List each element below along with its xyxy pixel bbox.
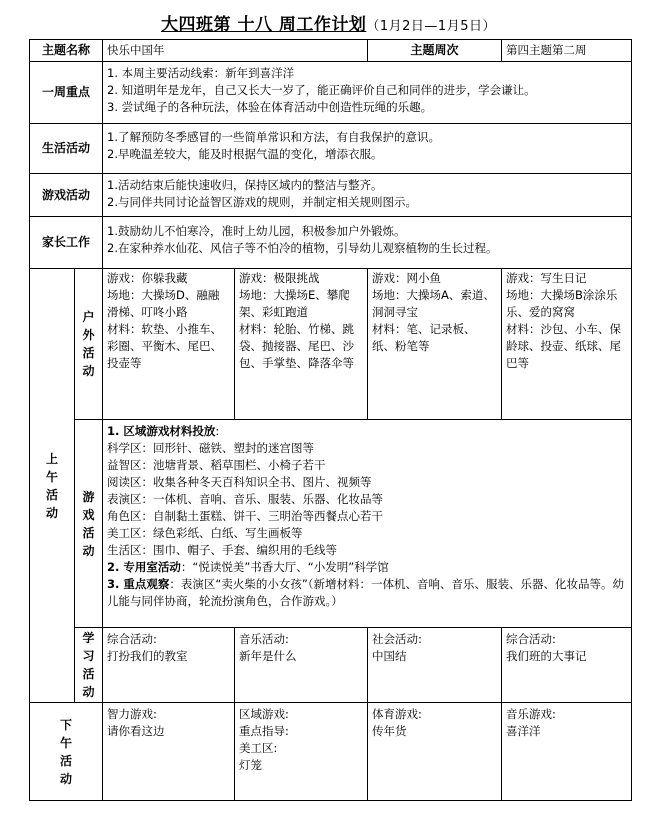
study-label: 学 习 活 动	[75, 628, 103, 703]
study-line: 中国结	[372, 649, 407, 663]
parent-line: 1.鼓励幼儿不怕寒冷，准时上幼儿园，积极参加户外锻炼。	[107, 224, 406, 238]
title-main: 大四班第 十八 周工作计划	[161, 15, 367, 35]
afternoon-col	[502, 703, 632, 801]
outdoor-line: 材料：轮胎、竹梯、跳袋、抛接器、尾巴、沙包、手掌垫、降落伞等	[239, 322, 355, 370]
game-label: 游戏活动	[30, 174, 103, 217]
focus-content	[103, 62, 632, 124]
afternoon-col	[235, 703, 368, 801]
life-content	[103, 124, 632, 174]
outdoor-col	[368, 269, 502, 420]
outdoor-line: 游戏：写生日记	[506, 271, 587, 285]
parent-row	[30, 217, 632, 269]
play-content	[103, 420, 632, 628]
study-col	[103, 628, 235, 703]
afternoon-col	[368, 703, 502, 801]
afternoon-line: 喜洋洋	[506, 724, 541, 738]
study-col	[368, 628, 502, 703]
area-line: 美工区：绿色彩纸、白纸、写生画板等	[107, 526, 303, 540]
focus-line: 2. 知道明年是龙年，自己又长大一岁了，能正确评价自己和同伴的进步，学会谦让。	[107, 83, 536, 97]
life-line: 2.早晚温差较大，能及时根据气温的变化，增添衣服。	[107, 147, 383, 161]
outdoor-line: 场地：大操场A、索道、洞洞寻宝	[372, 288, 495, 319]
parent-line: 2.在家种养水仙花、风信子等不怕冷的植物，引导幼儿观察植物的生长过程。	[107, 241, 498, 255]
outdoor-line: 游戏：你躲我藏	[107, 271, 188, 285]
life-line: 1.了解预防冬季感冒的一些简单常识和方法，有自我保护的意识。	[107, 130, 440, 144]
afternoon-line: 传年货	[372, 724, 407, 738]
outdoor-row	[30, 269, 632, 420]
area-line: 益智区：池塘背景、稻草围栏、小椅子若干	[107, 458, 326, 472]
outdoor-label: 户 外 活 动	[75, 269, 103, 420]
area-line: 科学区：回形针、磁铁、塑封的迷宫图等	[107, 441, 315, 455]
game-line: 1.活动结束后能快速收归，保持区域内的整洁与整齐。	[107, 178, 383, 192]
outdoor-line: 材料：软垫、小推车、彩圈、平衡木、尾巴、投壶等	[107, 322, 223, 370]
focus-line: 3. 尝试绳子的各种玩法，体验在体育活动中创造性玩绳的乐趣。	[107, 100, 433, 114]
afternoon-line: 智力游戏:	[107, 707, 157, 721]
outdoor-line: 材料：沙包、小车、保龄球、投壶、纸球、尾巴等	[506, 322, 622, 370]
parent-content	[103, 217, 632, 269]
theme-value: 快乐中国年	[103, 40, 368, 62]
study-line: 音乐活动:	[239, 632, 289, 646]
afternoon-line: 美工区:	[239, 741, 278, 755]
study-row	[30, 628, 632, 703]
life-label: 生活活动	[30, 124, 103, 174]
study-line: 社会活动:	[372, 632, 422, 646]
life-row	[30, 124, 632, 174]
page-title	[0, 10, 657, 35]
outdoor-line: 场地：大操场D、融融滑梯、叮咚小路	[107, 288, 220, 319]
plan-table	[29, 39, 632, 801]
play-row	[30, 420, 632, 628]
area-line: 生活区：围巾、帽子、手套、编织用的毛线等	[107, 543, 338, 557]
game-line: 2.与同伴共同讨论益智区游戏的规则，并制定相关规则图示。	[107, 195, 417, 209]
week-value: 第四主题第二周	[502, 40, 632, 62]
outdoor-col	[235, 269, 368, 420]
afternoon-line: 灯笼	[239, 758, 263, 772]
outdoor-col	[502, 269, 632, 420]
header-row	[30, 40, 632, 62]
afternoon-line: 体育游戏:	[372, 707, 422, 721]
special-room-line: 2. 专用室活动：“悦读悦美”书香大厅、“小发明”科学馆	[107, 560, 389, 574]
afternoon-line: 音乐游戏:	[506, 707, 556, 721]
afternoon-row	[30, 703, 632, 801]
focus-line: 1. 本周主要活动线索：新年到喜洋洋	[107, 66, 295, 80]
afternoon-line: 请你看这边	[107, 724, 165, 738]
key-observation-line: 3. 重点观察：表演区“卖火柴的小女孩”（新增材料：一体机、音响、音乐、服装、乐器、化妆品等。幼儿能与同伴协商，轮流扮演角色，合作游戏。）	[107, 577, 625, 608]
study-col	[235, 628, 368, 703]
study-line: 综合活动:	[506, 632, 556, 646]
focus-label: 一周重点	[30, 62, 103, 124]
theme-label: 主题名称	[30, 40, 103, 62]
outdoor-line: 游戏：网小鱼	[372, 271, 442, 285]
afternoon-line: 重点指导:	[239, 724, 289, 738]
study-line: 打扮我们的教室	[107, 649, 188, 663]
area-line: 阅读区：收集各种冬天百科知识全书、图片、视频等	[107, 475, 372, 489]
title-dates: （1月2日—1月5日）	[366, 19, 496, 34]
focus-row	[30, 62, 632, 124]
play-heading: 1. 区域游戏材料投放:	[107, 424, 220, 438]
outdoor-line: 材料：笔、记录板、纸、粉笔等	[372, 322, 476, 353]
area-line: 角色区：自制黏土蛋糕、饼干、三明治等西餐点心若干	[107, 509, 384, 523]
game-row	[30, 174, 632, 217]
morning-label: 上 午 活 动	[30, 269, 75, 703]
outdoor-line: 场地：大操场B涂涂乐乐、爱的窝窝	[506, 288, 618, 319]
area-line: 表演区：一体机、音响、音乐、服装、乐器、化妆品等	[107, 492, 384, 506]
outdoor-line: 场地：大操场E、攀爬架、彩虹跑道	[239, 288, 350, 319]
study-line: 我们班的大事记	[506, 649, 587, 663]
study-col	[502, 628, 632, 703]
study-line: 新年是什么	[239, 649, 297, 663]
play-label: 游 戏 活 动	[75, 420, 103, 628]
afternoon-label: 下 午 活 动	[30, 703, 103, 801]
outdoor-line: 游戏：极限挑战	[239, 271, 320, 285]
afternoon-col	[103, 703, 235, 801]
study-line: 综合活动:	[107, 632, 157, 646]
week-label: 主题周次	[368, 40, 502, 62]
afternoon-line: 区域游戏:	[239, 707, 289, 721]
outdoor-col	[103, 269, 235, 420]
game-content	[103, 174, 632, 217]
parent-label: 家长工作	[30, 217, 103, 269]
